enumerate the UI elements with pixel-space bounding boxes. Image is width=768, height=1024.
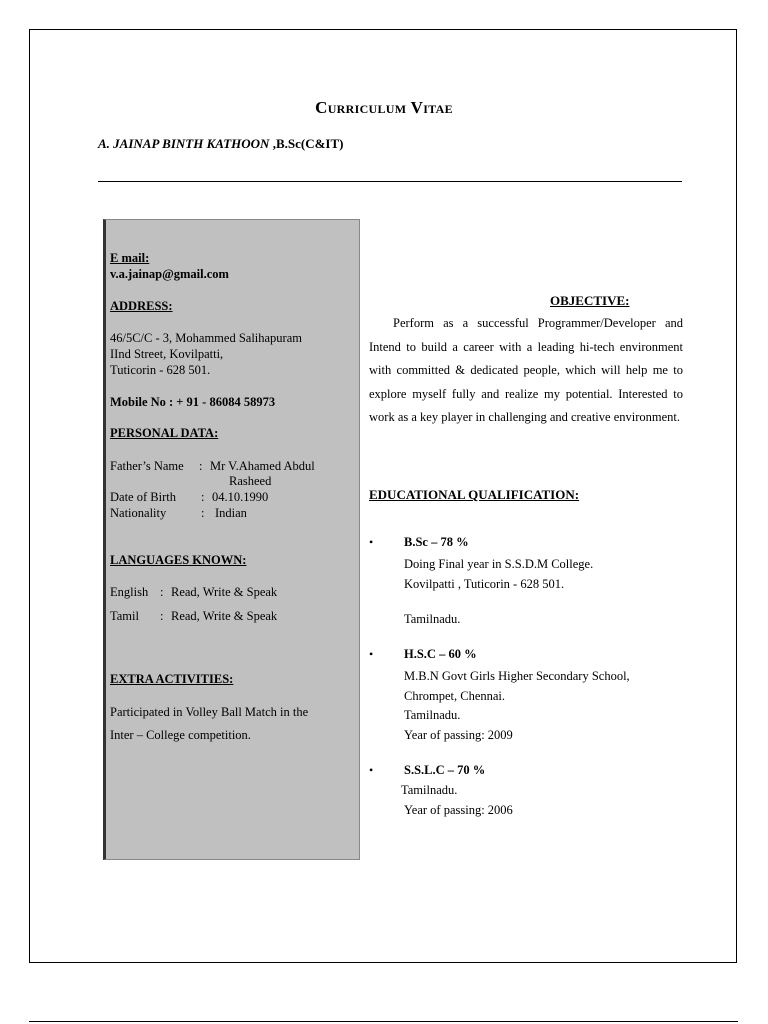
address-line: Tuticorin - 628 501.: [110, 363, 211, 377]
education-line: Tamilnadu.: [404, 612, 461, 626]
education-title: S.S.L.C – 70 %: [404, 763, 486, 777]
personal-sep: :: [199, 459, 203, 473]
sidebar-panel: [103, 219, 360, 860]
education-line: M.B.N Govt Girls Higher Secondary School,: [404, 669, 630, 683]
address-line: IInd Street, Kovilpatti,: [110, 347, 224, 361]
language-name: English: [110, 585, 149, 599]
education-line: Tamilnadu.: [401, 783, 458, 797]
education-title: H.S.C – 60 %: [404, 647, 477, 661]
bullet-icon: •: [369, 763, 374, 777]
candidate-degree: ,B.Sc(C&IT): [269, 136, 344, 151]
objective-heading: OBJECTIVE:: [550, 293, 630, 308]
personal-label: Father’s Name: [110, 459, 184, 473]
extra-activity-line: Inter – College competition.: [110, 728, 251, 742]
address-heading: ADDRESS:: [110, 299, 173, 313]
personal-label: Nationality: [110, 506, 167, 520]
email-value: v.a.jainap@gmail.com: [110, 267, 229, 281]
personal-sep: :: [201, 506, 205, 520]
bullet-icon: •: [369, 535, 374, 549]
bullet-icon: •: [369, 647, 374, 661]
mobile-number: Mobile No : + 91 - 86084 58973: [110, 395, 276, 409]
name-line: [98, 136, 343, 152]
personal-data-heading: PERSONAL DATA:: [110, 426, 219, 440]
bottom-rule: [29, 1021, 738, 1022]
extra-activity-line: Participated in Volley Ball Match in the: [110, 705, 309, 719]
language-proficiency: Read, Write & Speak: [171, 609, 278, 623]
personal-value: 04.10.1990: [212, 490, 269, 504]
education-line: Year of passing: 2009: [404, 728, 513, 742]
personal-value: Mr V.Ahamed Abdul: [210, 459, 315, 473]
education-line: Chrompet, Chennai.: [404, 689, 506, 703]
objective-text: [369, 312, 683, 430]
personal-label: Date of Birth: [110, 490, 176, 504]
education-line: Doing Final year in S.S.D.M College.: [404, 557, 594, 571]
education-line: Kovilpatti , Tuticorin - 628 501.: [404, 577, 565, 591]
candidate-name: A. JAINAP BINTH KATHOON: [98, 136, 270, 151]
header-rule: [98, 181, 682, 182]
extra-activities-heading: EXTRA ACTIVITIES:: [110, 672, 234, 686]
education-line: Tamilnadu.: [404, 708, 461, 722]
email-label: E mail:: [110, 251, 150, 265]
document-title: Curriculum Vitae: [315, 98, 453, 117]
languages-heading: LANGUAGES KNOWN:: [110, 553, 247, 567]
language-sep: :: [160, 609, 164, 623]
education-heading: EDUCATIONAL QUALIFICATION:: [369, 487, 580, 502]
personal-value-cont: Rasheed: [229, 474, 272, 488]
personal-value: Indian: [215, 506, 247, 520]
language-proficiency: Read, Write & Speak: [171, 585, 278, 599]
language-sep: :: [160, 585, 164, 599]
address-line: 46/5C/C - 3, Mohammed Salihapuram: [110, 331, 302, 345]
language-name: Tamil: [110, 609, 139, 623]
education-title: B.Sc – 78 %: [404, 535, 469, 549]
objective-body: Perform as a successful Programmer/Developer and Intend to build a career with a leading hi-tech environment with committed & dedicated people, which will help me to explore myself fully and realize my potential. Interested to work as a key player in challenging and creative environment.: [369, 316, 683, 425]
personal-sep: :: [201, 490, 205, 504]
education-line: Year of passing: 2006: [404, 803, 513, 817]
